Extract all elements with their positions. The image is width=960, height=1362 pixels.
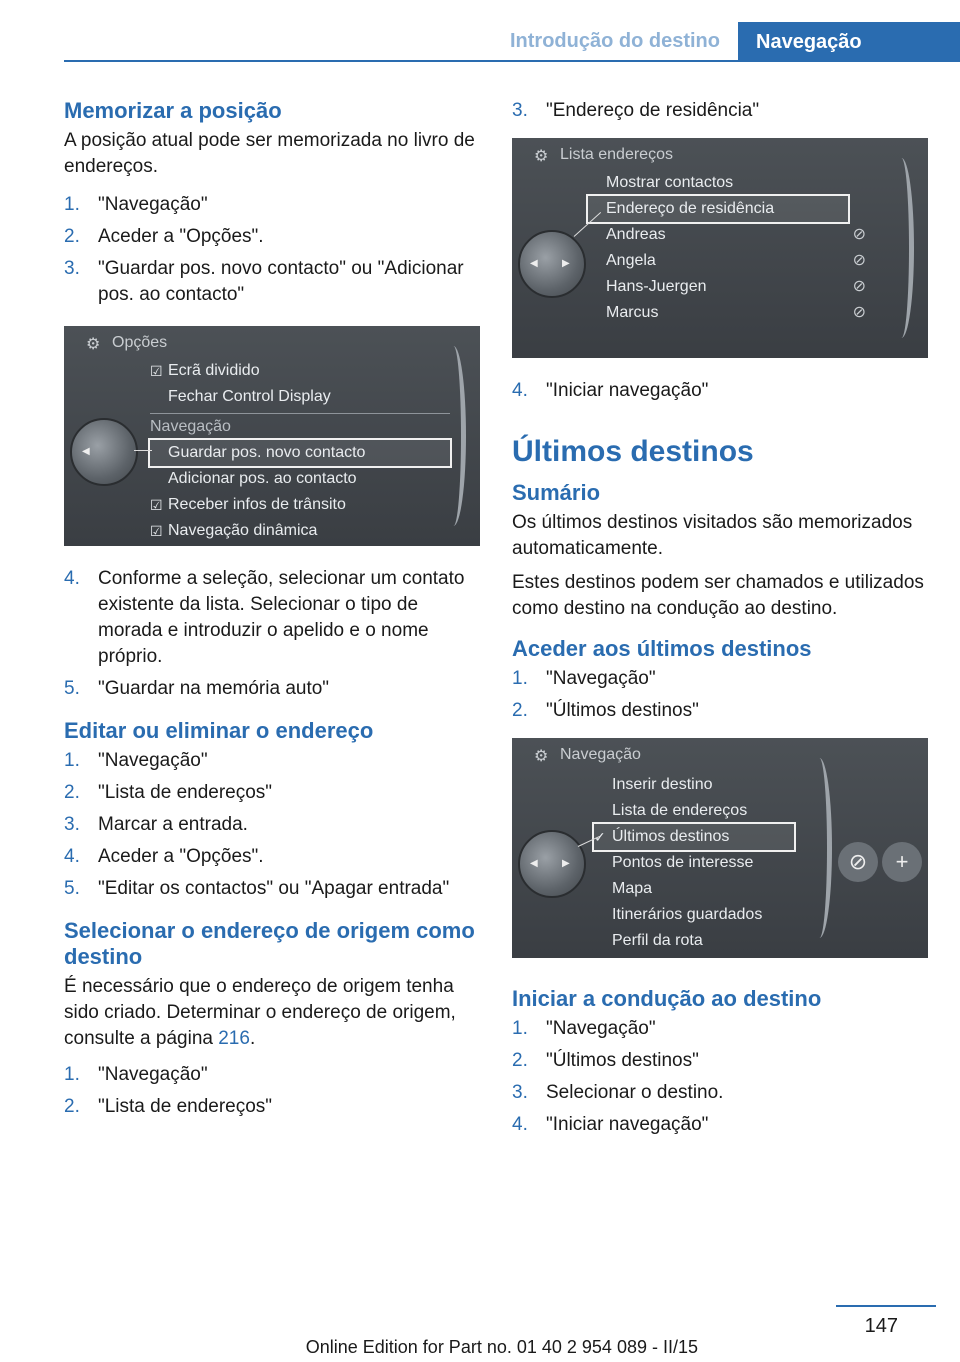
list-item: 1. "Navegação" (64, 750, 208, 771)
screen-arc (889, 158, 914, 338)
menu-item: Adicionar pos. ao contacto (168, 470, 357, 487)
map-view-icon: ⊘ (838, 842, 878, 882)
menu-item: Itinerários guardados (612, 906, 763, 923)
screen-arc (807, 758, 832, 938)
origem-text: É necessário que o endereço de origem tenha sido criado. Determinar o endereço de origem, consulte a página 216. (64, 976, 456, 1049)
iniciar-title: Iniciar a condução ao destino (512, 986, 822, 1011)
navigate-icon: ⊘ (852, 226, 866, 243)
menu-item: Angela ⊘ (588, 248, 848, 274)
list-item: 3. Marcar a entrada. (64, 814, 248, 835)
menu-item: ☑ Navegação dinâmica (150, 518, 450, 544)
list-item: 2. "Últimos destinos" (512, 700, 699, 721)
menu-item: Marcus ⊘ (588, 300, 848, 326)
menu-group-label: Navegação (150, 413, 450, 440)
memorizar-intro: A posição atual pode ser memorizada no livro de endereços. (64, 130, 475, 177)
editar-title: Editar ou eliminar o endereço (64, 718, 374, 743)
list-item: 5. "Guardar na memória auto" (64, 678, 330, 699)
step4-list (512, 378, 930, 404)
checkbox-icon: ☑ (150, 497, 163, 513)
page-ref-link[interactable]: 216 (218, 1028, 250, 1049)
menu-item: Perfil da rota (612, 932, 703, 949)
edition-note: Online Edition for Part no. 01 40 2 954 089 - II/15 (305, 1337, 698, 1357)
list-item: 1. "Navegação" (64, 1064, 208, 1085)
ultimos-title: Últimos destinos (512, 435, 754, 468)
menu-item: Pontos de interesse (612, 854, 754, 871)
check-icon: ✓ (594, 829, 606, 845)
list-item: 3. "Endereço de residência" (512, 100, 760, 121)
memorizar-steps-cont (64, 566, 482, 702)
menu-item-selected: Endereço de residência (588, 196, 848, 222)
right-column (512, 98, 930, 1144)
screen-title: Lista endereços (560, 146, 673, 163)
screenshot-opcoes (64, 326, 480, 546)
list-item: 4. Aceder a "Opções". (64, 846, 264, 867)
menu-item: Lista de endereços (612, 802, 748, 819)
aceder-title: Aceder aos últimos destinos (512, 636, 812, 661)
screen-title: Opções (112, 334, 168, 351)
list-item: 5. "Editar os contactos" ou "Apagar entrada" (64, 878, 450, 899)
list-item: 4. "Iniciar navegação" (512, 380, 709, 401)
screen-title: Navegação (560, 746, 641, 763)
editar-steps (64, 748, 482, 902)
navigate-icon: ⊘ (852, 278, 866, 295)
menu-item: ☑ Ecrã dividido (150, 358, 450, 384)
origem-steps-cont (512, 98, 930, 124)
iniciar-steps (512, 1016, 930, 1138)
controller-knob-icon: ◀ ▶ (518, 830, 586, 898)
menu-item: Mostrar contactos (606, 174, 734, 191)
list-item: 2. "Lista de endereços" (64, 1096, 273, 1117)
screenshot-navegacao (512, 738, 928, 958)
checkbox-icon: ☑ (150, 523, 163, 539)
zoom-in-icon: + (882, 842, 922, 882)
menu-item: Mapa (612, 880, 653, 897)
header-section: Introdução do destino (510, 30, 720, 52)
list-item: 2. "Últimos destinos" (512, 1050, 699, 1071)
sumario-title: Sumário (512, 480, 601, 505)
memorizar-title: Memorizar a posição (64, 98, 282, 123)
origem-title: Selecionar o endereço de origem como destino (64, 918, 475, 969)
list-item: 2. Aceder a "Opções". (64, 226, 264, 247)
menu-item-selected: Guardar pos. novo contacto (150, 440, 450, 466)
left-column (64, 98, 482, 1126)
menu-item-selected: ✓ Últimos destinos (594, 824, 794, 850)
pointer-line (134, 450, 152, 451)
menu-item: Fechar Control Display (168, 388, 331, 405)
controller-knob-icon: ◀ ▶ (518, 230, 586, 298)
list-item: 3. "Guardar pos. novo contacto" ou "Adicionar pos. ao contacto" (64, 258, 464, 305)
menu-item: Inserir destino (612, 776, 713, 793)
menu-item: Andreas ⊘ (588, 222, 848, 248)
aceder-steps (512, 666, 930, 724)
sumario-p2: Estes destinos podem ser chamados e utilizados como destino na condução ao destino. (512, 572, 924, 619)
list-item: 1. "Navegação" (512, 1018, 656, 1039)
page-number: 147 (864, 1315, 898, 1337)
list-icon: ⚙ (534, 148, 549, 165)
list-item: 3. Selecionar o destino. (512, 1082, 724, 1103)
list-item: 2. "Lista de endereços" (64, 782, 273, 803)
memorizar-steps (64, 192, 482, 308)
header-chapter-tab[interactable]: Navegação (738, 22, 960, 62)
menu-item: Hans-Juergen ⊘ (588, 274, 848, 300)
footer-rule (836, 1305, 936, 1307)
list-item: 1. "Navegação" (512, 668, 656, 689)
origem-steps (64, 1062, 482, 1120)
list-item: 4. Conforme a seleção, selecionar um contato existente da lista. Selecionar o tipo de morada e introduzir o apelido e o nome próprio. (64, 568, 465, 667)
controller-knob-icon: ◀ (70, 418, 138, 486)
options-icon: ⚙ (86, 336, 101, 353)
navigate-icon: ⊘ (852, 252, 866, 269)
checkbox-icon: ☑ (150, 363, 163, 379)
list-item: 4. "Iniciar navegação" (512, 1114, 709, 1135)
screenshot-lista-enderecos (512, 138, 928, 358)
navigate-icon: ⊘ (852, 304, 866, 321)
sumario-p1: Os últimos destinos visitados são memorizados automaticamente. (512, 512, 913, 559)
header-rule (64, 60, 960, 62)
list-item: 1. "Navegação" (64, 194, 208, 215)
navigation-icon: ⚙ (534, 748, 549, 765)
screen-arc (441, 346, 466, 526)
menu-item: ☑ Receber infos de trânsito (150, 492, 450, 518)
